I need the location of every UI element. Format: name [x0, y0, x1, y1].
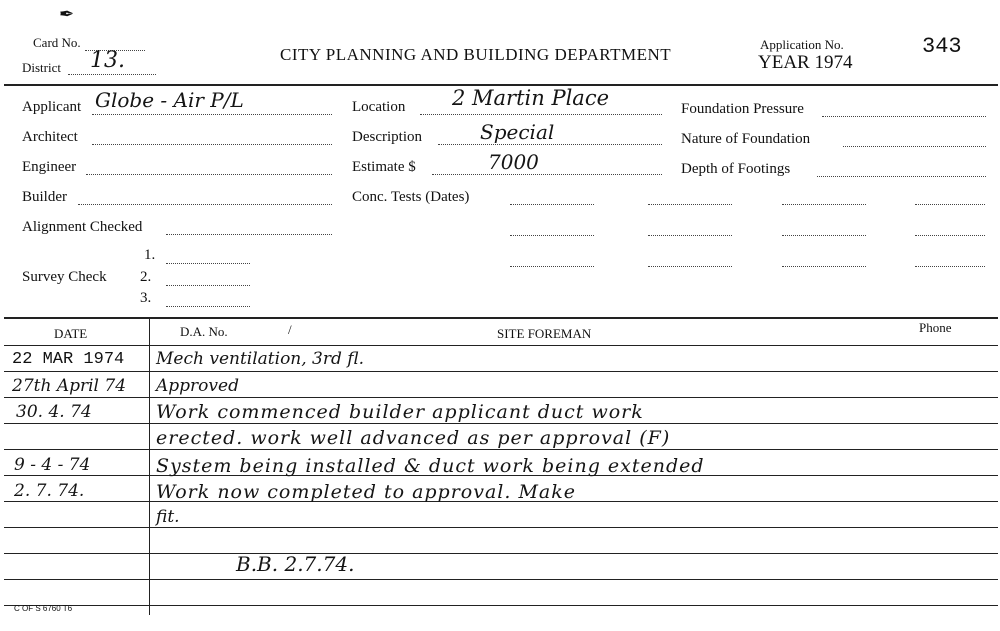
engineer-label: Engineer [22, 159, 77, 175]
survey-item-2: 2. [140, 269, 152, 285]
entry-text: erected. work well advanced as per approval (F) [156, 427, 671, 449]
entry-date: 27th April 74 [12, 376, 127, 396]
depth-of-footings-line [817, 176, 986, 177]
survey-line-2 [166, 285, 250, 286]
conc-test-line [648, 266, 732, 267]
entry-text: System being installed & duct work being extended [156, 455, 705, 477]
conc-test-line [510, 204, 594, 205]
survey-line-1 [166, 263, 250, 264]
architect-line [92, 144, 332, 145]
entry-text: Approved [156, 376, 239, 396]
department-title: CITY PLANNING AND BUILDING DEPARTMENT [280, 45, 672, 64]
builder-label: Builder [22, 189, 67, 205]
conc-test-line [648, 204, 732, 205]
da-no-mark: / [288, 322, 292, 337]
year-label: YEAR 1974 [758, 52, 853, 73]
phone-header: Phone [919, 320, 952, 335]
conc-test-line [510, 266, 594, 267]
estimate-line [432, 174, 662, 175]
form-code: C OF S 6760 T6 [14, 604, 73, 613]
conc-test-line [782, 235, 866, 236]
entry-date: 22 MAR 1974 [12, 350, 125, 369]
location-value: 2 Martin Place [452, 86, 610, 110]
conc-test-line [782, 204, 866, 205]
date-header: DATE [54, 326, 88, 341]
row-rule [4, 579, 998, 580]
engineer-line [86, 174, 332, 175]
survey-item-1: 1. [144, 247, 156, 263]
header-row-rule [4, 345, 998, 346]
conc-test-line [648, 235, 732, 236]
depth-of-footings-label: Depth of Footings [681, 161, 791, 177]
conc-test-line [915, 266, 985, 267]
nature-of-foundation-label: Nature of Foundation [681, 131, 811, 147]
conc-test-line [915, 204, 985, 205]
district-value: 13. [90, 48, 125, 73]
site-foreman-header: SITE FOREMAN [497, 326, 592, 341]
conc-test-line [915, 235, 985, 236]
table-top-rule [4, 317, 998, 319]
estimate-value: 7000 [488, 150, 539, 174]
survey-check-label: Survey Check [22, 269, 107, 285]
alignment-line [166, 234, 332, 235]
application-number: 343 [922, 34, 962, 59]
conc-test-line [782, 266, 866, 267]
nature-of-foundation-line [843, 146, 986, 147]
applicant-label: Applicant [22, 99, 82, 115]
applicant-value: Globe - Air P/L [95, 88, 244, 112]
builder-line [78, 204, 332, 205]
row-rule [4, 553, 998, 554]
district-line [68, 74, 156, 75]
row-rule [4, 527, 998, 528]
date-column-divider [149, 318, 150, 615]
applicant-line [92, 114, 332, 115]
district-label: District [22, 60, 61, 75]
row-rule [4, 449, 998, 450]
entry-text: Mech ventilation, 3rd fl. [156, 349, 365, 369]
row-rule [4, 397, 998, 398]
row-rule [4, 605, 998, 606]
entry-text: fit. [156, 507, 180, 527]
ink-mark: ✒ [59, 4, 75, 24]
location-line [420, 114, 662, 115]
description-line [438, 144, 662, 145]
description-label: Description [352, 129, 422, 145]
survey-item-3: 3. [140, 290, 152, 306]
card-no-label: Card No. [33, 35, 81, 50]
estimate-label: Estimate $ [352, 159, 416, 175]
entry-date: 2. 7. 74. [14, 481, 85, 501]
survey-line-3 [166, 306, 250, 307]
row-rule [4, 371, 998, 372]
entry-date: 30. 4. 74 [16, 402, 92, 422]
foundation-pressure-line [822, 116, 986, 117]
architect-label: Architect [22, 129, 78, 145]
foreman-signature: B.B. 2.7.74. [236, 552, 355, 576]
alignment-checked-label: Alignment Checked [22, 219, 143, 235]
entry-text: Work commenced builder applicant duct work [156, 401, 644, 423]
entry-text: Work now completed to approval. Make [156, 481, 576, 503]
da-no-header: D.A. No. [180, 324, 228, 339]
application-no-label: Application No. [760, 37, 844, 52]
foundation-pressure-label: Foundation Pressure [681, 101, 804, 117]
conc-test-line [510, 235, 594, 236]
row-rule [4, 423, 998, 424]
conc-tests-label: Conc. Tests (Dates) [352, 189, 470, 205]
entry-date: 9 - 4 - 74 [14, 455, 91, 475]
location-label: Location [352, 99, 406, 115]
description-value: Special [480, 120, 555, 144]
